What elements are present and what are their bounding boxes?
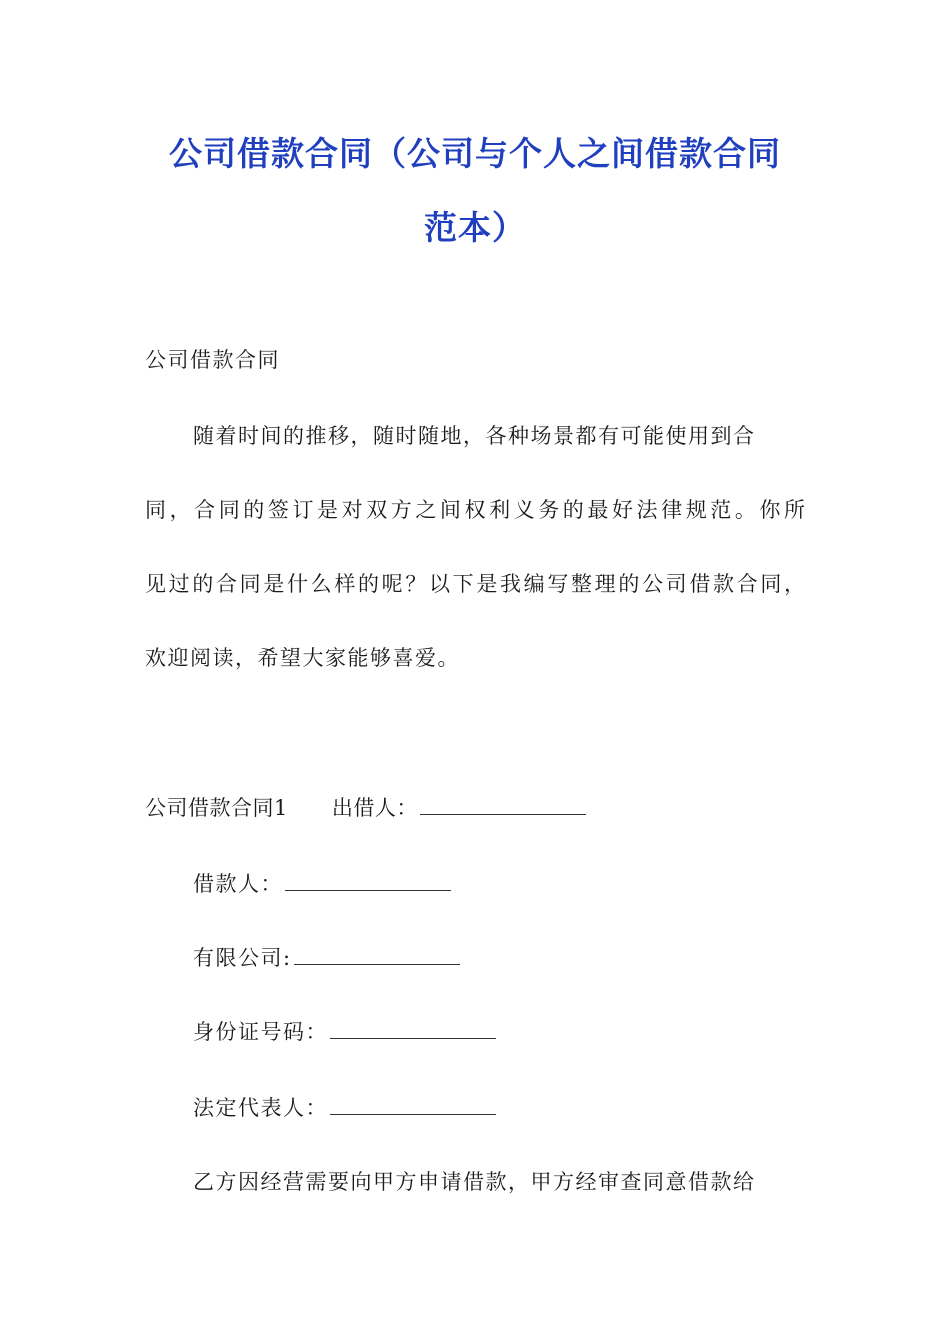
document-title-line-1: 公司借款合同（公司与个人之间借款合同	[169, 134, 781, 173]
intro-paragraph-line-2: 同，合同的签订是对双方之间权利义务的最好法律规范。你所	[145, 498, 805, 522]
id-number-row	[193, 1018, 496, 1046]
section-heading: 公司借款合同	[145, 348, 280, 372]
intro-paragraph-line-1: 随着时间的推移，随时随地，各种场景都有可能使用到合	[193, 424, 756, 448]
company-blank-line	[294, 946, 460, 965]
id-number-label: 身份证号码：	[193, 1020, 328, 1044]
borrower-label: 借款人：	[193, 872, 283, 896]
contract-heading-row	[145, 794, 586, 822]
lender-label: 出借人：	[331, 796, 418, 820]
body-paragraph-line-1: 乙方因经营需要向甲方申请借款，甲方经审查同意借款给	[193, 1170, 756, 1194]
legal-rep-row	[193, 1094, 496, 1122]
id-number-blank-line	[330, 1020, 496, 1039]
intro-paragraph-line-3: 见过的合同是什么样的呢？以下是我编写整理的公司借款合同，	[145, 572, 805, 596]
legal-rep-blank-line	[330, 1096, 496, 1115]
borrower-row	[193, 870, 451, 898]
lender-blank-line	[420, 796, 586, 815]
legal-rep-label: 法定代表人：	[193, 1096, 328, 1120]
borrower-blank-line	[285, 872, 451, 891]
intro-paragraph-line-4: 欢迎阅读，希望大家能够喜爱。	[145, 646, 460, 670]
company-row	[193, 944, 460, 972]
contract-heading: 公司借款合同1	[145, 796, 288, 820]
company-label: 有限公司:	[193, 946, 292, 970]
document-title-line-2: 范本）	[424, 208, 526, 247]
